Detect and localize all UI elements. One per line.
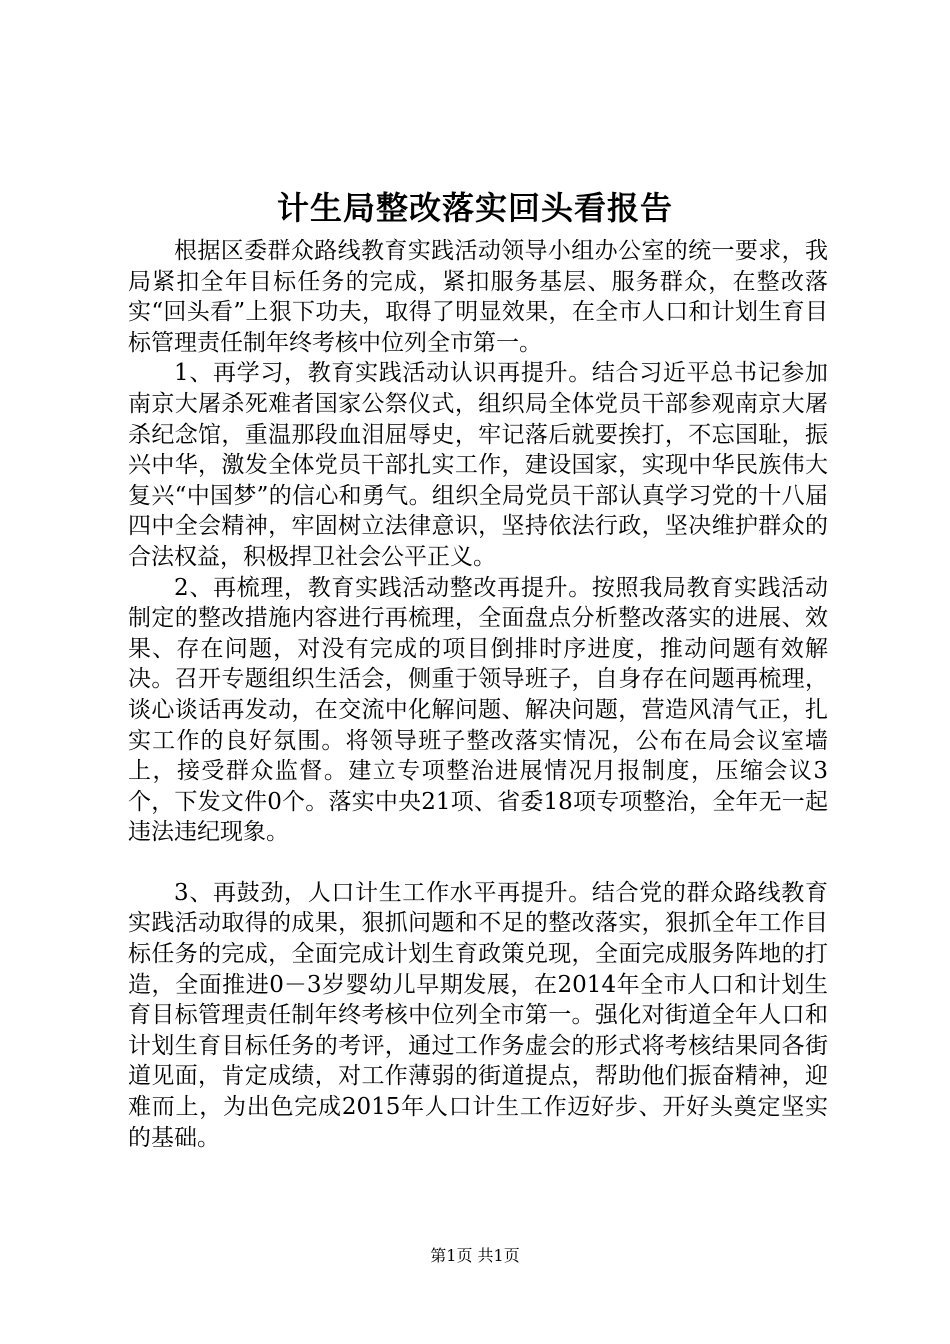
section-2-paragraph: 2、再梳理，教育实践活动整改再提升。按照我局教育实践活动制定的整改措施内容进行再梳理，全面盘点分析整改落实的进展、效果、存在问题，对没有完成的项目倒排时序进度，推动问题有效解决。召开专题组织生活会，侧重于领导班子，自身存在问题再梳理，谈心谈话再发动，在交流中化解问题、解决问题，营造风清气正，扎实工作的良好氛围。将领导班子整改落实情况，公布在局会议室墙上，接受群众监督。建立专项整治进展情况月报制度，压缩会议3个，下发文件0个。落实中央21项、省委18项专项整治，全年无一起违法违纪现象。 [128, 574, 828, 846]
document-body [128, 236, 828, 1153]
section-1-paragraph: 1、再学习，教育实践活动认识再提升。结合习近平总书记参加南京大屠杀死难者国家公祭仪式，组织局全体党员干部参观南京大屠杀纪念馆，重温那段血泪屈辱史，牢记落后就要挨打，不忘国耻，振兴中华，激发全体党员干部扎实工作，建设国家，实现中华民族伟大复兴“中国梦”的信心和勇气。组织全局党员干部认真学习党的十八届四中全会精神，牢固树立法律意识，坚持依法行政，坚决维护群众的合法权益，积极捍卫社会公平正义。 [128, 360, 828, 570]
intro-paragraph: 根据区委群众路线教育实践活动领导小组办公室的统一要求，我局紧扣全年目标任务的完成，紧扣服务基层、服务群众，在整改落实“回头看”上狠下功夫，取得了明显效果，在全市人口和计划生育目标管理责任制年终考核中位列全市第一。 [128, 238, 828, 356]
section-3-paragraph: 3、再鼓劲，人口计生工作水平再提升。结合党的群众路线教育实践活动取得的成果，狠抓问题和不足的整改落实，狠抓全年工作目标任务的完成，全面完成计划生育政策兑现，全面完成服务阵地的打造，全面推进0－3岁婴幼儿早期发展，在2014年全市人口和计划生育目标管理责任制年终考核中位列全市第一。强化对街道全年人口和计划生育目标任务的考评，通过工作务虚会的形式将考核结果同各街道见面，肯定成绩，对工作薄弱的街道提点，帮助他们振奋精神，迎难而上，为出色完成2015年人口计生工作迈好步、开好头奠定坚实的基础。 [128, 879, 828, 1151]
document-title: 计生局整改落实回头看报告 [276, 189, 673, 227]
page-number-footer: 第1页 共1页 [430, 1246, 520, 1265]
